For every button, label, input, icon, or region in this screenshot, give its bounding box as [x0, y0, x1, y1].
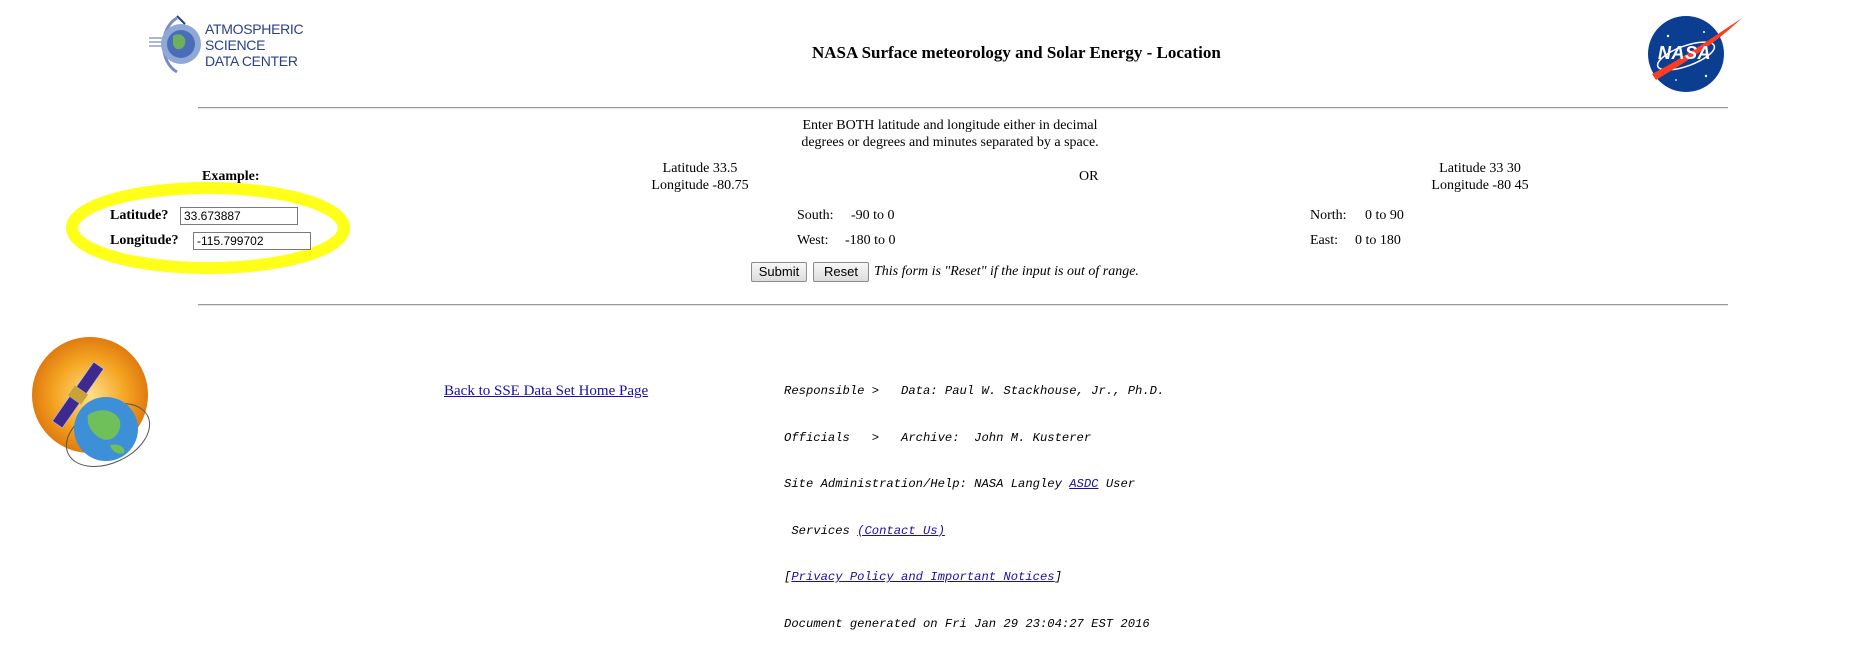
bottom-divider: [198, 304, 1728, 306]
footer-line-6: Document generated on Fri Jan 29 23:04:27 EST 2016: [784, 616, 1150, 631]
submit-button[interactable]: Submit: [751, 262, 807, 282]
example-or: OR: [1079, 169, 1099, 184]
example-label: Example:: [202, 169, 260, 184]
asdc-logo-graphic: [145, 14, 205, 76]
satellite-globe-icon: [28, 335, 158, 475]
footer-line-2: Officials > Archive: John M. Kusterer: [784, 430, 1092, 445]
asdc-logo: [145, 14, 310, 76]
longitude-label: Longitude?: [110, 233, 179, 248]
sse-logo: [28, 335, 158, 475]
north-label: North:: [1310, 208, 1347, 223]
longitude-input[interactable]: [193, 232, 311, 250]
footer-line-3-post: User: [1098, 477, 1136, 491]
reset-note: This form is "Reset" if the input is out of range.: [874, 264, 1139, 279]
west-range: -180 to 0: [845, 233, 896, 248]
privacy-policy-link[interactable]: Privacy Policy and Important Notices: [791, 570, 1055, 584]
highlight-ellipse: [62, 180, 362, 280]
east-range: 0 to 180: [1355, 233, 1401, 248]
example-dms-lat: Latitude 33 30: [1439, 161, 1521, 176]
example-dms-lon: Longitude -80 45: [1431, 178, 1529, 193]
asdc-link[interactable]: ASDC: [1069, 477, 1099, 491]
footer-line-5: [784, 570, 1164, 586]
south-label: South:: [797, 208, 834, 223]
example-decimal: [620, 160, 780, 194]
asdc-logo-text: [205, 21, 303, 69]
asdc-line-1: ATMOSPHERIC: [205, 21, 304, 37]
latitude-input[interactable]: [180, 207, 298, 225]
nasa-logo: [1646, 14, 1744, 94]
asdc-line-3: DATA CENTER: [205, 53, 298, 69]
instructions: [760, 117, 1140, 151]
footer-line-3: [784, 477, 1164, 493]
top-divider: [198, 107, 1728, 109]
north-range: 0 to 90: [1365, 208, 1404, 223]
footer-line-1: Responsible > Data: Paul W. Stackhouse, Jr., Ph.D.: [784, 384, 1165, 398]
east-label: East:: [1310, 233, 1338, 248]
example-dms: [1400, 160, 1560, 194]
page-title: NASA Surface meteorology and Solar Energy - Location: [812, 43, 1221, 62]
instructions-line-2: degrees or degrees and minutes separated by a space.: [801, 135, 1099, 150]
asdc-line-2: SCIENCE: [205, 37, 266, 53]
nasa-logo-text: NASA: [1658, 43, 1712, 63]
back-home-link[interactable]: Back to SSE Data Set Home Page: [444, 383, 649, 399]
west-label: West:: [797, 233, 829, 248]
footer-info: [784, 353, 1164, 648]
south-range: -90 to 0: [851, 208, 895, 223]
footer-line-3-text: Site Administration/Help: NASA Langley: [784, 477, 1070, 491]
footer-line-5-open: [: [784, 570, 792, 584]
footer-line-5-close: ]: [1054, 570, 1062, 584]
footer-line-4-text: Services: [784, 523, 858, 538]
example-decimal-lon: Longitude -80.75: [651, 178, 749, 193]
latitude-label: Latitude?: [110, 208, 169, 223]
footer-line-4: [784, 524, 1164, 540]
reset-button[interactable]: Reset: [813, 262, 869, 282]
contact-us-link[interactable]: (Contact Us): [857, 523, 945, 538]
instructions-line-1: Enter BOTH latitude and longitude either in decimal: [802, 118, 1098, 133]
example-decimal-lat: Latitude 33.5: [662, 161, 738, 176]
